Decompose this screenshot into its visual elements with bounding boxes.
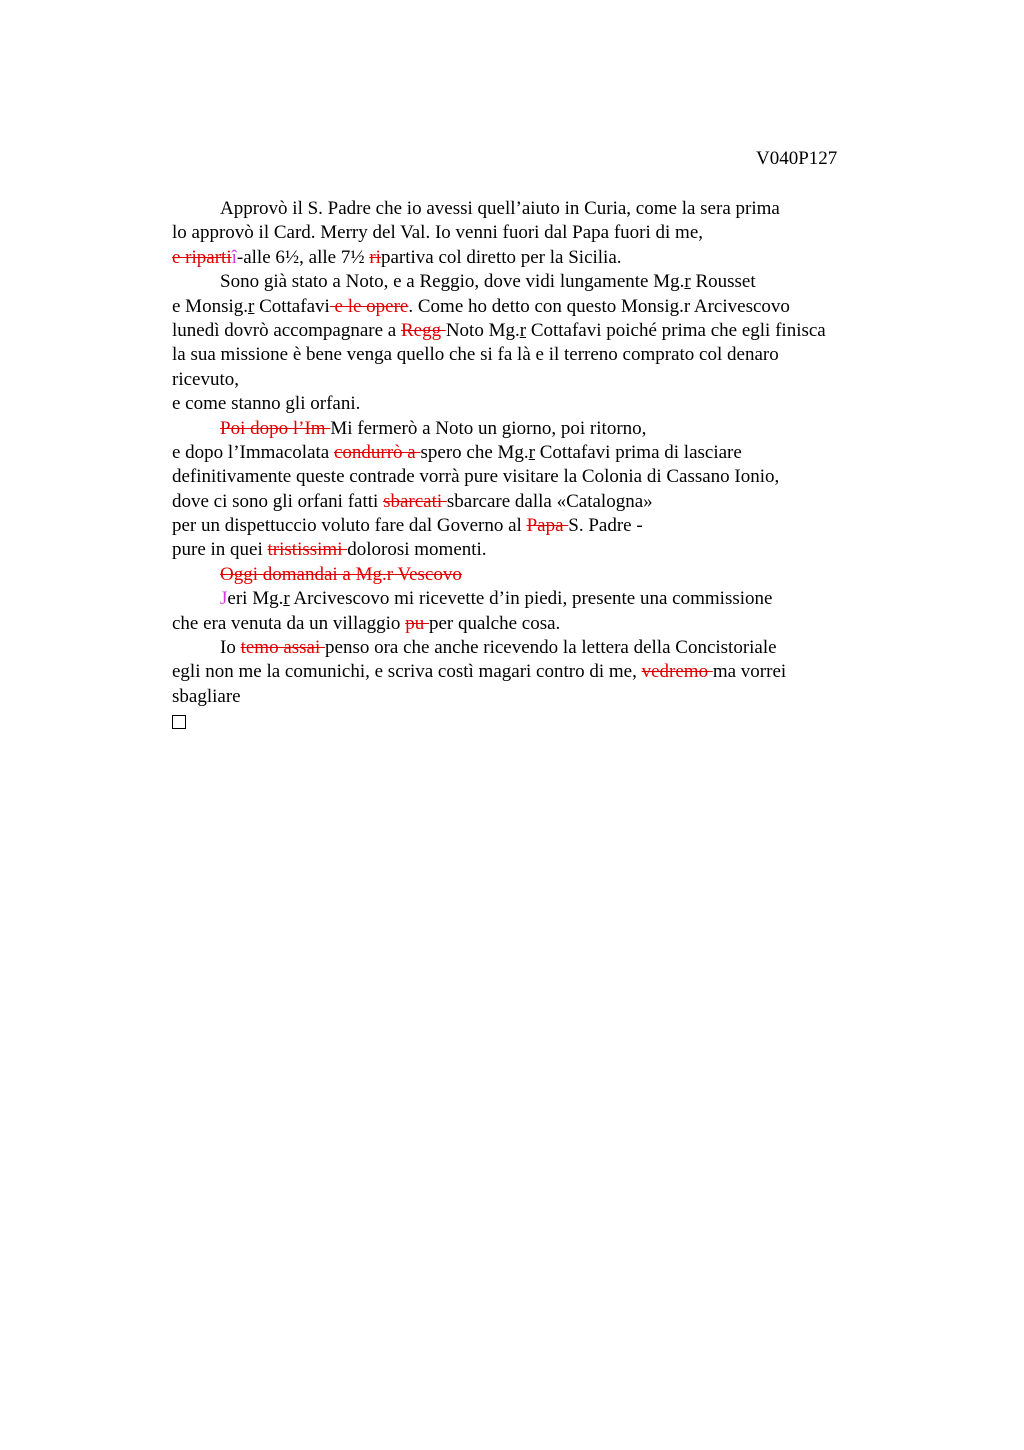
deleted-text: tristissimi bbox=[267, 539, 348, 561]
deleted-text: sbarcati bbox=[383, 490, 447, 512]
text-line bbox=[172, 221, 972, 245]
text-run: S. Padre - bbox=[568, 515, 643, 537]
text-line bbox=[172, 295, 972, 319]
text-run: spero che Mg. bbox=[420, 441, 529, 463]
text-run: Approvò il S. Padre che io avessi quell’aiuto in Curia, come la sera prima bbox=[220, 198, 780, 219]
text-line bbox=[172, 246, 972, 270]
text-run: che era venuta da un villaggio bbox=[172, 612, 406, 634]
deleted-text: pu bbox=[405, 612, 429, 634]
text-run: Cottafavi poiché prima che egli finisca bbox=[526, 319, 826, 341]
text-run: sbagliare bbox=[172, 685, 241, 707]
text-line bbox=[172, 368, 972, 392]
text-run: ricevuto, bbox=[172, 368, 240, 390]
text-run: egli non me la comunichi, e scriva costì magari contro di me, bbox=[172, 661, 642, 683]
text-line bbox=[172, 197, 972, 221]
deleted-text: Papa bbox=[526, 515, 569, 537]
letter-body bbox=[172, 197, 972, 735]
text-run: -alle 6½, alle 7½ bbox=[236, 246, 370, 268]
deleted-text: e riparti bbox=[172, 246, 232, 268]
text-line bbox=[172, 563, 972, 587]
text-line bbox=[172, 392, 972, 416]
text-line bbox=[172, 636, 972, 660]
text-run: Sono già stato a Noto, e a Reggio, dove vidi lungamente Mg. bbox=[220, 271, 685, 293]
page-identifier: V040P127 bbox=[756, 148, 838, 169]
text-run: . Come ho detto con questo Monsig.r Arcivescovo bbox=[408, 295, 790, 317]
text-run: lunedì dovrò accompagnare a bbox=[172, 319, 401, 341]
deleted-text: ri bbox=[369, 246, 381, 268]
inserted-text: J bbox=[220, 588, 228, 610]
underlined-text: r bbox=[519, 319, 527, 341]
text-run: Arcivescovo mi ricevette d’in piedi, presente una commissione bbox=[289, 588, 773, 610]
text-run: Mi fermerò a Noto un giorno, poi ritorno, bbox=[330, 417, 647, 439]
text-line bbox=[172, 441, 972, 465]
text-line bbox=[172, 270, 972, 294]
text-line bbox=[172, 490, 972, 514]
deleted-text: Oggi domandai a Mg.r Vescovo bbox=[220, 563, 462, 585]
text-run: per qualche cosa. bbox=[428, 612, 561, 634]
text-run: lo approvò il Card. Merry del Val. Io venni fuori dal Papa fuori di me, bbox=[172, 222, 703, 244]
text-run: Noto Mg. bbox=[445, 319, 520, 341]
text-run: eri Mg. bbox=[227, 588, 284, 610]
text-run: penso ora che anche ricevendo la lettera della Concistoriale bbox=[325, 637, 777, 659]
text-run: Rousset bbox=[690, 271, 756, 293]
underlined-text: r bbox=[684, 271, 691, 293]
deleted-text: e le opere bbox=[329, 295, 409, 317]
text-run: dolorosi momenti. bbox=[347, 539, 487, 561]
text-line bbox=[172, 417, 972, 441]
text-run: la sua missione è bene venga quello che si fa là e il terreno comprato col denaro bbox=[172, 344, 779, 366]
deleted-text: Regg bbox=[400, 319, 446, 341]
text-run: ma vorrei bbox=[712, 661, 787, 683]
text-run: definitivamente queste contrade vorrà pure visitare la Colonia di Cassano Ionio, bbox=[172, 466, 780, 488]
underlined-text: r bbox=[283, 588, 290, 610]
text-run: e Monsig. bbox=[172, 295, 248, 317]
text-line bbox=[172, 514, 972, 538]
text-line bbox=[172, 660, 972, 684]
square-box-icon bbox=[172, 715, 186, 729]
text-run: per un dispettuccio voluto fare dal Governo al bbox=[172, 515, 527, 537]
text-run: e dopo l’Immacolata bbox=[172, 441, 334, 463]
deleted-text: temo assai bbox=[240, 637, 326, 659]
text-line bbox=[172, 538, 972, 562]
text-line bbox=[172, 587, 972, 611]
underlined-text: r bbox=[248, 295, 255, 317]
deleted-text: vedremo bbox=[641, 661, 713, 683]
text-run: Io bbox=[220, 637, 241, 659]
text-run: Cottafavi bbox=[254, 295, 330, 317]
deleted-text: Poi dopo l’Im bbox=[220, 417, 331, 439]
end-marker-line bbox=[172, 709, 972, 735]
text-run: Cottafavi prima di lasciare bbox=[535, 441, 742, 463]
text-run: partiva col diretto per la Sicilia. bbox=[380, 246, 622, 268]
inserted-text: î bbox=[231, 246, 237, 268]
text-line bbox=[172, 465, 972, 489]
deleted-text: condurrò a bbox=[333, 441, 421, 463]
text-run: pure in quei bbox=[172, 539, 268, 561]
text-line bbox=[172, 612, 972, 636]
text-line bbox=[172, 319, 972, 343]
text-run: sbarcare dalla «Catalogna» bbox=[446, 490, 653, 512]
text-run: e come stanno gli orfani. bbox=[172, 393, 361, 415]
text-line bbox=[172, 343, 972, 367]
text-run: dove ci sono gli orfani fatti bbox=[172, 490, 384, 512]
text-line bbox=[172, 685, 972, 709]
underlined-text: r bbox=[528, 441, 535, 463]
